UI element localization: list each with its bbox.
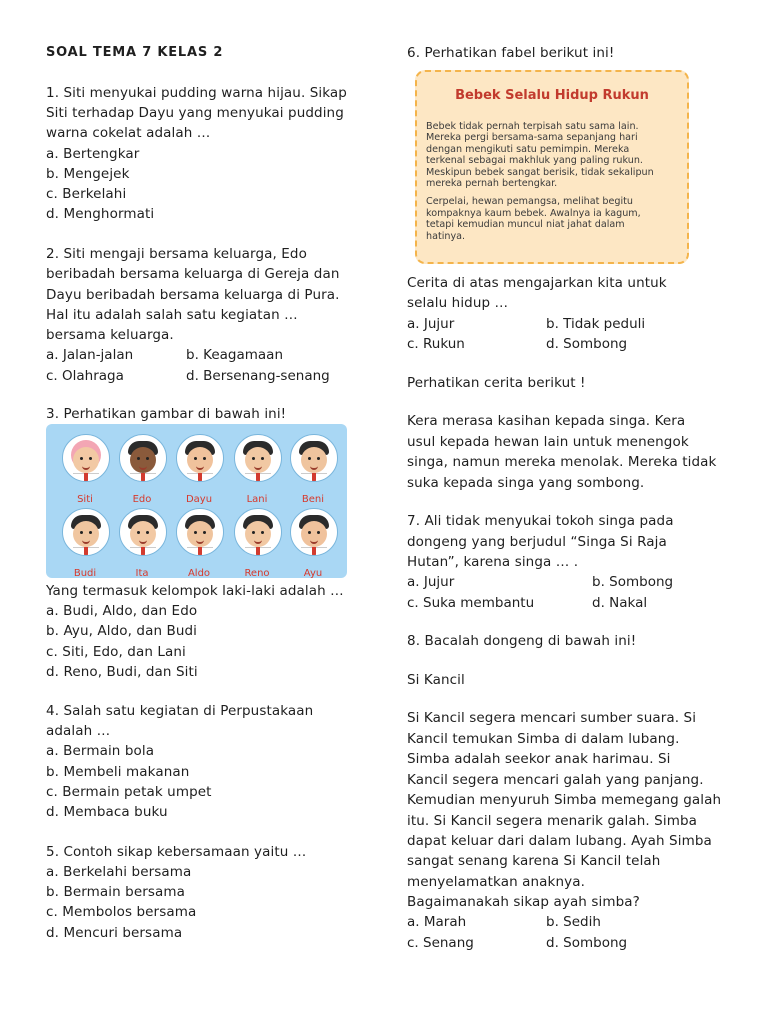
- story-text: itu. Si Kancil segera menarik galah. Simba: [407, 813, 697, 829]
- child-portrait: [290, 434, 338, 482]
- answer-option: c. Siti, Edo, dan Lani: [46, 644, 186, 660]
- fable-text: hatinya.: [426, 231, 466, 242]
- child-portrait: [234, 434, 282, 482]
- child-portrait: [119, 508, 167, 556]
- child-name: Budi: [73, 568, 97, 579]
- fable-text: dengan mengikuti satu pemimpin. Mereka: [426, 144, 630, 155]
- child-name: Ayu: [303, 568, 323, 579]
- story-text: Kancil temukan Simba di dalam lubang.: [407, 731, 680, 747]
- child-name: Siti: [77, 494, 93, 505]
- child-portrait: [62, 434, 110, 482]
- question-text: 5. Contoh sikap kebersamaan yaitu …: [46, 844, 307, 860]
- answer-option: a. Jujur: [407, 574, 455, 590]
- story-text: menyelamatkan anaknya.: [407, 874, 585, 890]
- fable-title: Bebek Selalu Hidup Rukun: [455, 88, 649, 103]
- fable-text: terkenal sebagai makhluk yang paling rukun.: [426, 155, 643, 166]
- child-portrait: [176, 508, 224, 556]
- child-portrait: [234, 508, 282, 556]
- answer-option: a. Marah: [407, 914, 467, 930]
- answer-option: b. Mengejek: [46, 166, 130, 182]
- child-name: Lani: [246, 494, 268, 505]
- worksheet-title: SOAL TEMA 7 KELAS 2: [46, 45, 224, 60]
- answer-option: a. Bermain bola: [46, 743, 155, 759]
- answer-option: b. Keagamaan: [186, 347, 284, 363]
- child-portrait: [119, 434, 167, 482]
- answer-option: b. Tidak peduli: [546, 316, 646, 332]
- fable-text: tetapi kemudian muncul niat jahat dalam: [426, 219, 625, 230]
- question-text: 3. Perhatikan gambar di bawah ini!: [46, 406, 287, 422]
- answer-option: c. Bermain petak umpet: [46, 784, 212, 800]
- story-text: Simba adalah seekor anak harimau. Si: [407, 751, 671, 767]
- answer-option: b. Ayu, Aldo, dan Budi: [46, 623, 198, 639]
- answer-option: d. Membaca buku: [46, 804, 168, 820]
- answer-option: d. Sombong: [546, 935, 628, 951]
- question-text: warna cokelat adalah …: [46, 125, 211, 141]
- fable-text: Mereka pergi bersama-sama sepanjang hari: [426, 132, 638, 143]
- story-text: sangat senang karena Si Kancil telah: [407, 853, 661, 869]
- question-text: 6. Perhatikan fabel berikut ini!: [407, 45, 615, 61]
- child-name: Reno: [244, 568, 270, 579]
- answer-option: b. Membeli makanan: [46, 764, 190, 780]
- child-portrait: [290, 508, 338, 556]
- story-text: Si Kancil segera mencari sumber suara. Si: [407, 710, 697, 726]
- answer-option: c. Rukun: [407, 336, 465, 352]
- fable-text: Cerpelai, hewan pemangsa, melihat begitu: [426, 196, 633, 207]
- question-text: selalu hidup …: [407, 295, 509, 311]
- fable-text: kompaknya kaum bebek. Awalnya ia kagum,: [426, 208, 641, 219]
- answer-option: a. Berkelahi bersama: [46, 864, 192, 880]
- answer-option: c. Membolos bersama: [46, 904, 197, 920]
- child-name: Aldo: [187, 568, 211, 579]
- fable-box: [415, 70, 689, 264]
- answer-option: b. Sombong: [592, 574, 674, 590]
- child-name: Ita: [135, 568, 149, 579]
- story-text: Kera merasa kasihan kepada singa. Kera: [407, 413, 686, 429]
- question-text: Siti terhadap Dayu yang menyukai pudding: [46, 105, 344, 121]
- question-text: Hutan”, karena singa … .: [407, 554, 579, 570]
- fable-text: Bebek tidak pernah terpisah satu sama lain.: [426, 121, 639, 132]
- question-text: 2. Siti mengaji bersama keluarga, Edo: [46, 246, 307, 262]
- story-text: Kemudian menyuruh Simba memegang galah: [407, 792, 722, 808]
- answer-option: a. Budi, Aldo, dan Edo: [46, 603, 198, 619]
- answer-option: a. Jalan-jalan: [46, 347, 134, 363]
- question-text: dongeng yang berjudul “Singa Si Raja: [407, 534, 667, 550]
- question-text: 1. Siti menyukai pudding warna hijau. Sikap: [46, 85, 347, 101]
- question-text: 8. Bacalah dongeng di bawah ini!: [407, 633, 637, 649]
- question-text: Cerita di atas mengajarkan kita untuk: [407, 275, 667, 291]
- answer-option: c. Senang: [407, 935, 474, 951]
- children-picture: [46, 424, 347, 578]
- question-text: Hal itu adalah salah satu kegiatan …: [46, 307, 298, 323]
- story-text: Kancil segera mencari galah yang panjang.: [407, 772, 704, 788]
- child-name: Dayu: [185, 494, 213, 505]
- question-text: beribadah bersama keluarga di Gereja dan: [46, 266, 340, 282]
- answer-option: d. Menghormati: [46, 206, 155, 222]
- question-text: 4. Salah satu kegiatan di Perpustakaan: [46, 703, 314, 719]
- answer-option: b. Bermain bersama: [46, 884, 186, 900]
- answer-option: c. Berkelahi: [46, 186, 127, 202]
- answer-option: d. Reno, Budi, dan Siti: [46, 664, 198, 680]
- fable-text: mereka pernah bertengkar.: [426, 178, 558, 189]
- answer-option: d. Bersenang-senang: [186, 368, 330, 384]
- answer-option: a. Jujur: [407, 316, 455, 332]
- answer-option: c. Suka membantu: [407, 595, 535, 611]
- child-portrait: [62, 508, 110, 556]
- story-title: Si Kancil: [407, 672, 465, 688]
- answer-option: b. Sedih: [546, 914, 601, 930]
- story-intro: Perhatikan cerita berikut !: [407, 375, 586, 391]
- question-text: 7. Ali tidak menyukai tokoh singa pada: [407, 513, 674, 529]
- fable-text: Meskipun bebek sangat berisik, tidak sekalipun: [426, 167, 654, 178]
- story-text: dapat keluar dari dalam lubang. Ayah Simba: [407, 833, 712, 849]
- answer-option: a. Bertengkar: [46, 146, 140, 162]
- question-text: Dayu beribadah bersama keluarga di Pura.: [46, 287, 340, 303]
- story-text: singa, namun mereka menolak. Mereka tidak: [407, 454, 717, 470]
- answer-option: d. Nakal: [592, 595, 648, 611]
- answer-option: d. Mencuri bersama: [46, 925, 183, 941]
- question-text: adalah …: [46, 723, 111, 739]
- question-text: Yang termasuk kelompok laki-laki adalah …: [46, 583, 344, 599]
- child-portrait: [176, 434, 224, 482]
- story-text: suka kepada singa yang sombong.: [407, 475, 645, 491]
- answer-option: c. Olahraga: [46, 368, 124, 384]
- child-name: Edo: [132, 494, 152, 505]
- story-text: usul kepada hewan lain untuk menengok: [407, 434, 689, 450]
- answer-option: d. Sombong: [546, 336, 628, 352]
- question-text: bersama keluarga.: [46, 327, 174, 343]
- child-name: Beni: [301, 494, 325, 505]
- question-text: Bagaimanakah sikap ayah simba?: [407, 894, 640, 910]
